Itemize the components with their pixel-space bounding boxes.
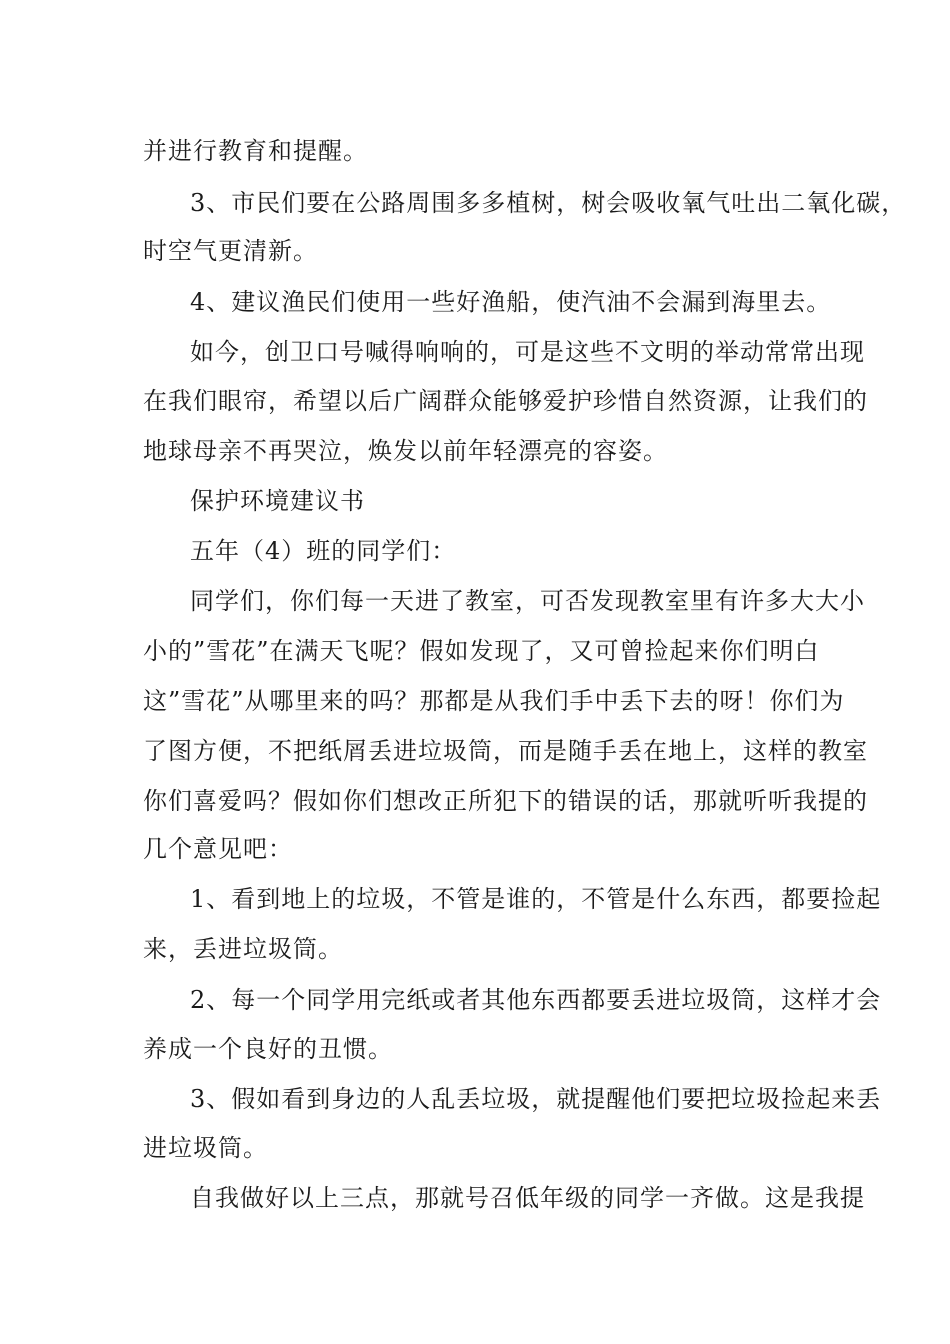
text-line: 几个意见吧： (143, 835, 293, 863)
text-line: 如今，创卫口号喊得响响的，可是这些不文明的举动常常出现 (190, 338, 865, 366)
salutation: 五年（4）班的同学们： (190, 537, 457, 565)
text-line: 你们喜爱吗？假如你们想改正所犯下的错误的话，那就听听我提的 (143, 787, 868, 815)
text-line: 来，丢进垃圾筒。 (143, 935, 343, 963)
section-title: 保护环境建议书 (190, 487, 365, 515)
text-line: 3、假如看到身边的人乱丢垃圾，就提醒他们要把垃圾捡起来丢 (190, 1085, 882, 1113)
text-line: 时空气更清新。 (143, 237, 318, 265)
text-line: 小的”雪花”在满天飞呢？假如发现了，又可曾捡起来你们明白 (143, 637, 820, 665)
text-line: 了图方便，不把纸屑丢进垃圾筒，而是随手丢在地上，这样的教室 (143, 737, 868, 765)
text-line: 2、每一个同学用完纸或者其他东西都要丢进垃圾筒，这样才会 (190, 986, 882, 1014)
text-line: 同学们，你们每一天进了教室，可否发现教室里有许多大大小 (190, 587, 865, 615)
text-line: 3、市民们要在公路周围多多植树，树会吸收氧气吐出二氧化碳， (190, 189, 907, 217)
text-line: 1、看到地上的垃圾，不管是谁的，不管是什么东西，都要捡起 (190, 885, 882, 913)
text-line: 地球母亲不再哭泣，焕发以前年轻漂亮的容姿。 (143, 437, 668, 465)
text-line: 自我做好以上三点，那就号召低年级的同学一齐做。这是我提 (190, 1184, 865, 1212)
text-line: 在我们眼帘，希望以后广阔群众能够爱护珍惜自然资源，让我们的 (143, 387, 868, 415)
text-line: 进垃圾筒。 (143, 1134, 268, 1162)
text-line: 养成一个良好的丑惯。 (143, 1035, 393, 1063)
text-line: 4、建议渔民们使用一些好渔船，使汽油不会漏到海里去。 (190, 288, 832, 316)
text-line: 并进行教育和提醒。 (143, 137, 368, 165)
text-line: 这”雪花”从哪里来的吗？那都是从我们手中丢下去的呀！你们为 (143, 687, 845, 715)
